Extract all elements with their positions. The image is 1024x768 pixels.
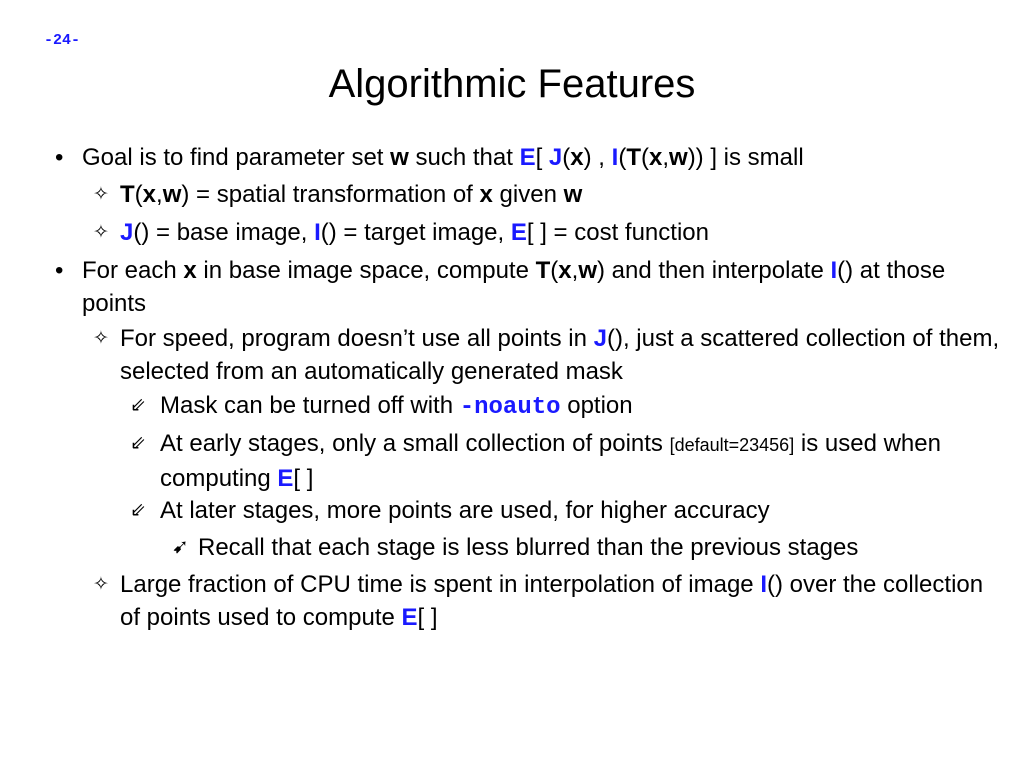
text: Goal is to find parameter set	[82, 144, 391, 171]
target-I: I	[760, 571, 767, 598]
subsubbullet-early-stages	[130, 427, 990, 495]
var-w: w	[563, 181, 583, 208]
var-w: w	[578, 257, 597, 284]
var-x: x	[142, 181, 157, 208]
subsubbullet-noauto	[130, 389, 990, 424]
text: ,	[571, 257, 579, 284]
text: (), just a scattered collection of them, selected from an automatically generated mask	[120, 325, 1000, 385]
bullet-marker: •	[55, 144, 64, 171]
default-value: [default=23456]	[669, 435, 795, 455]
var-w: w	[669, 144, 688, 171]
text: () = target image,	[320, 219, 511, 246]
subsubbullet-later-stages	[130, 494, 990, 527]
text: (	[618, 144, 627, 171]
var-x: x	[479, 181, 493, 208]
text: [ ]	[417, 604, 438, 631]
text: ) = spatial transformation of	[181, 181, 480, 208]
text: ) ,	[583, 144, 612, 171]
diamond-marker-icon: ✧	[93, 328, 109, 349]
base-J: J	[548, 144, 563, 171]
filled-arrow-marker-icon: ➹	[172, 536, 189, 558]
text: (	[640, 144, 649, 171]
noauto-option: -noauto	[459, 394, 561, 421]
arrow-marker-icon: ⇙	[130, 395, 146, 416]
slide-title: Algorithmic Features	[328, 62, 696, 106]
text: option	[560, 392, 633, 419]
target-I: I	[830, 257, 838, 284]
cost-E: E	[401, 604, 418, 631]
arrow-marker-icon: ⇙	[130, 500, 146, 521]
subbullet-speed	[93, 322, 1000, 388]
text: () at those points	[82, 257, 946, 317]
diamond-marker-icon: ✧	[93, 222, 109, 243]
transform-T: T	[535, 257, 551, 284]
text: For each	[82, 257, 184, 284]
target-I: I	[611, 144, 619, 171]
transform-T: T	[626, 144, 641, 171]
text: given	[492, 181, 564, 208]
base-J: J	[120, 219, 134, 246]
var-x: x	[648, 144, 663, 171]
text: At later stages, more points are used, for higher accuracy	[160, 497, 770, 524]
subbullet-transform	[93, 178, 1000, 211]
text: For speed, program doesn’t use all points in	[120, 325, 594, 352]
text: ) and then interpolate	[596, 257, 831, 284]
text: [ ] = cost function	[526, 219, 709, 246]
cost-E: E	[519, 144, 536, 171]
text: [	[535, 144, 549, 171]
diamond-marker-icon: ✧	[93, 574, 109, 595]
text: )) ] is small	[687, 144, 804, 171]
text: (	[550, 257, 559, 284]
bullet-marker: •	[55, 257, 64, 284]
cost-E: E	[510, 219, 527, 246]
bullet-compute	[55, 254, 1002, 320]
arrow-marker-icon: ⇙	[130, 433, 146, 454]
var-x: x	[570, 144, 584, 171]
text: Large fraction of CPU time is spent in interpolation of image	[120, 571, 761, 598]
diamond-marker-icon: ✧	[93, 184, 109, 205]
text: Mask can be turned off with	[160, 392, 460, 419]
text: At early stages, only a small collection of points	[160, 430, 670, 457]
var-x: x	[183, 257, 197, 284]
text: such that	[408, 144, 520, 171]
text: ,	[156, 181, 163, 208]
text: ,	[662, 144, 670, 171]
level4-bullet-recall	[172, 531, 998, 564]
text: (	[562, 144, 571, 171]
target-I: I	[314, 219, 321, 246]
base-J: J	[593, 325, 607, 352]
subbullet-cpu-time	[93, 568, 1000, 634]
text: () over the collection of points used to compute	[120, 571, 984, 631]
cost-E: E	[277, 465, 294, 492]
text: (	[134, 181, 143, 208]
text: () = base image,	[133, 219, 315, 246]
bullet-goal	[55, 141, 1002, 174]
subbullet-definitions	[93, 216, 1000, 249]
var-w: w	[390, 144, 409, 171]
text: [ ]	[293, 465, 314, 492]
text: Recall that each stage is less blurred than the previous stages	[198, 534, 859, 561]
transform-T: T	[120, 181, 135, 208]
text: is used when computing	[160, 430, 941, 492]
var-x: x	[558, 257, 572, 284]
slide-number: -24-	[44, 32, 81, 49]
var-w: w	[162, 181, 182, 208]
text: in base image space, compute	[196, 257, 536, 284]
